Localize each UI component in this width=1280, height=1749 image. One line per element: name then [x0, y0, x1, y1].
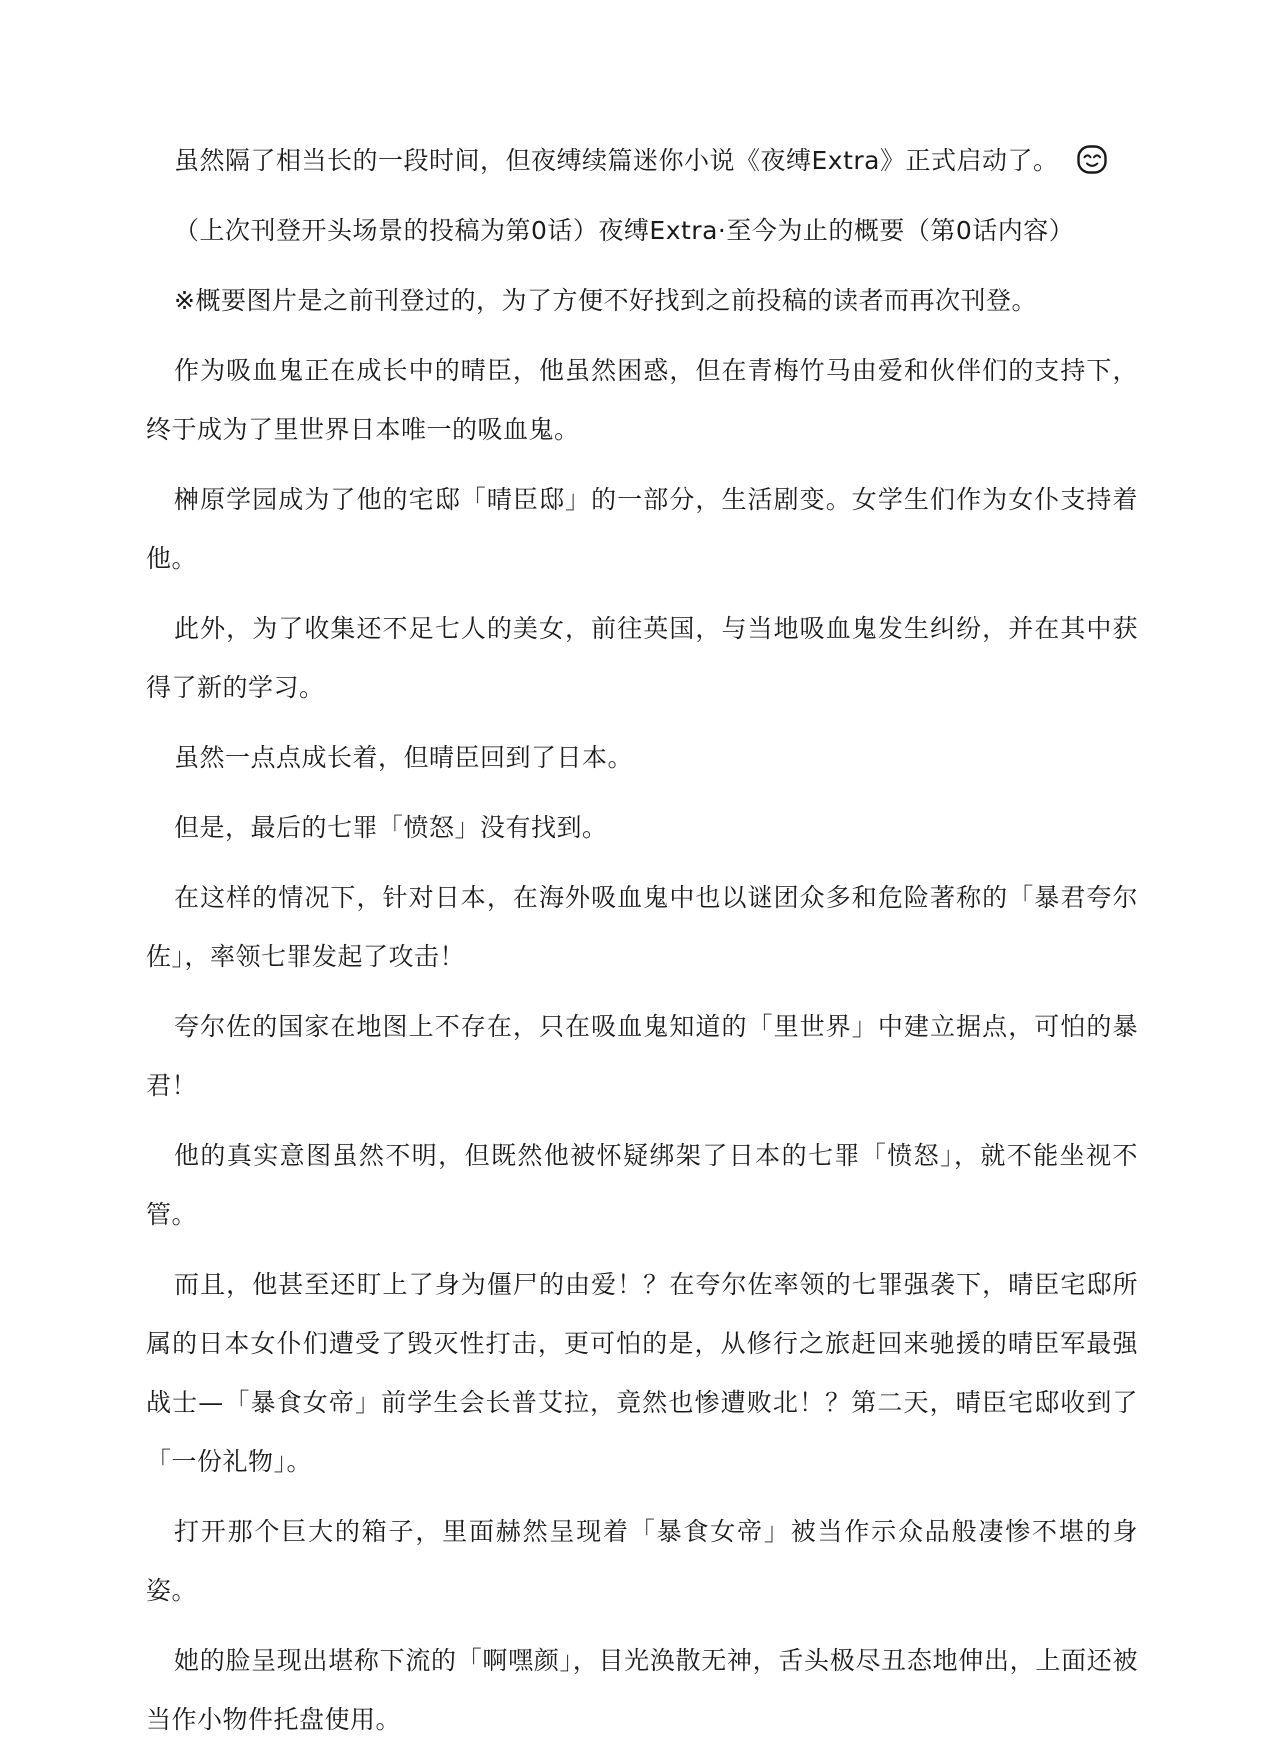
- paragraph-text: 他的真实意图虽然不明，但既然他被怀疑绑架了日本的七罪「愤怒」，就不能坐视不管。: [146, 1141, 1138, 1229]
- paragraph-list: [146, 131, 1138, 1749]
- relieved-smiling-face-icon: [1076, 143, 1108, 175]
- paragraph-text: 在这样的情况下，针对日本，在海外吸血鬼中也以谜团众多和危险著称的「暴君夸尔佐」，率领七罪发起了攻击！: [146, 883, 1138, 971]
- paragraph: [146, 271, 1138, 330]
- paragraph: [146, 599, 1138, 717]
- paragraph: [146, 728, 1138, 787]
- paragraph: [146, 1126, 1138, 1244]
- paragraph-text: 而且，他甚至还盯上了身为僵尸的由爱！？在夸尔佐率领的七罪强袭下，晴臣宅邸所属的日本女仆们遭受了毁灭性打击，更可怕的是，从修行之旅赶回来驰援的晴臣军最强战士—「暴食女帝」前学生会长普艾拉，竟然也惨遭败北！？第二天，晴臣宅邸收到了「一份礼物」。: [146, 1270, 1138, 1476]
- paragraph-text: 虽然一点点成长着，但晴臣回到了日本。: [174, 743, 634, 772]
- paragraph: [146, 470, 1138, 588]
- paragraph: [146, 1502, 1138, 1620]
- paragraph-text: 作为吸血鬼正在成长中的晴臣，他虽然困惑，但在青梅竹马由爱和伙伴们的支持下，终于成为了里世界日本唯一的吸血鬼。: [146, 356, 1138, 444]
- paragraph-text: 夸尔佐的国家在地图上不存在，只在吸血鬼知道的「里世界」中建立据点，可怕的暴君！: [146, 1012, 1138, 1100]
- paragraph: [146, 997, 1138, 1115]
- paragraph: [146, 798, 1138, 857]
- paragraph: [146, 1255, 1138, 1491]
- paragraph-text: ※概要图片是之前刊登过的，为了方便不好找到之前投稿的读者而再次刊登。: [174, 286, 1037, 315]
- paragraph-text: （上次刊登开头场景的投稿为第0话）夜缚Extra·至今为止的概要（第0话内容）: [174, 216, 1075, 245]
- paragraph: [146, 131, 1138, 190]
- paragraph-text: 但是，最后的七罪「愤怒」没有找到。: [174, 813, 608, 842]
- paragraph-text: 虽然隔了相当长的一段时间，但夜缚续篇迷你小说《夜缚Extra》正式启动了。: [174, 146, 1059, 175]
- paragraph: [146, 1631, 1138, 1749]
- paragraph-text: 打开那个巨大的箱子，里面赫然呈现着「暴食女帝」被当作示众品般凄惨不堪的身姿。: [146, 1517, 1138, 1605]
- paragraph: [146, 201, 1138, 260]
- paragraph: [146, 341, 1138, 459]
- paragraph-text: 此外，为了收集还不足七人的美女，前往英国，与当地吸血鬼发生纠纷，并在其中获得了新的学习。: [146, 614, 1138, 702]
- paragraph-text: 她的脸呈现出堪称下流的「啊嘿颜」，目光涣散无神，舌头极尽丑态地伸出，上面还被当作小物件托盘使用。: [146, 1646, 1138, 1734]
- paragraph-text: 榊原学园成为了他的宅邸「晴臣邸」的一部分，生活剧变。女学生们作为女仆支持着他。: [146, 485, 1138, 573]
- paragraph: [146, 868, 1138, 986]
